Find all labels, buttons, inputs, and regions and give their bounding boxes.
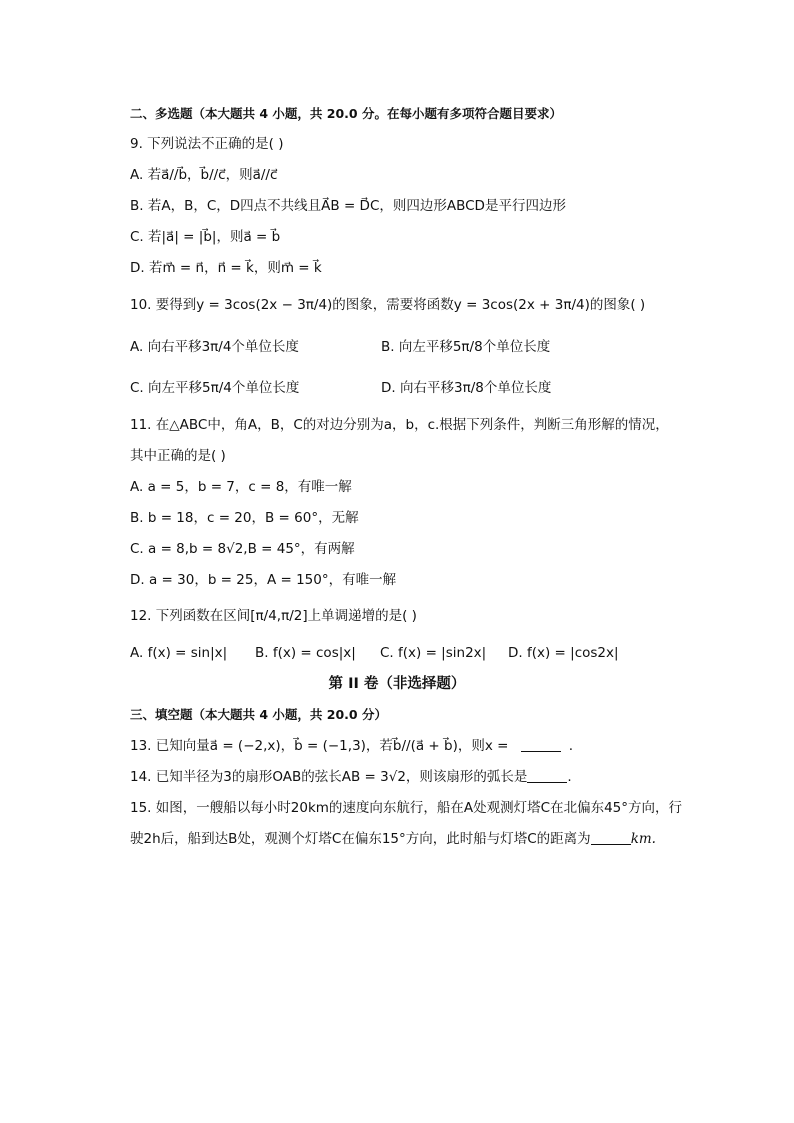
section-title-fill-in: 三、填空题（本大题共 4 小题，共 20.0 分） [130,707,387,722]
volume-2-title: 第 II 卷（非选择题） [328,676,466,692]
question-11-stem-continued: 其中正确的是( ) [130,448,226,464]
question-9-option-a: A. 若a⃗//b⃗，b⃗//c⃗，则a⃗//c⃗ [130,167,278,183]
question-12-option-a: A. f(x) = sin|x| [130,645,228,661]
question-10-option-d: D. 向右平移3π/8个单位长度 [381,380,552,396]
question-12-option-b: B. f(x) = cos|x| [255,645,356,661]
question-9-stem: 9. 下列说法不正确的是( ) [130,136,284,152]
question-14-text: 14. 已知半径为3的扇形OAB的弦长AB = 3√2，则该扇形的弧长是 [130,769,528,785]
question-12-option-d: D. f(x) = |cos2x| [508,645,619,661]
question-10-stem: 10. 要得到y = 3cos(2x − 3π/4)的图象，需要将函数y = 3cos(2x + 3π/4)的图象( ) [130,297,646,313]
question-9-option-b: B. 若A，B，C，D四点不共线且A⃗B = D⃗C，则四边形ABCD是平行四边形 [130,198,566,214]
question-11-option-d: D. a = 30，b = 25，A = 150°，有唯一解 [130,572,397,588]
question-11-option-b: B. b = 18，c = 20，B = 60°，无解 [130,510,359,526]
question-13-tail: . [568,738,574,754]
question-9-option-d: D. 若m⃗ = n⃗，n⃗ = k⃗，则m⃗ = k⃗ [130,260,322,276]
question-9-option-c: C. 若|a⃗| = |b⃗|，则a⃗ = b⃗ [130,229,281,245]
question-11-option-a: A. a = 5，b = 7，c = 8，有唯一解 [130,479,352,495]
question-10-option-b: B. 向左平移5π/8个单位长度 [381,339,551,355]
question-11-stem: 11. 在△ABC中，角A，B，C的对边分别为a，b，c.根据下列条件，判断三角形解的情况， [130,417,669,433]
question-13-text: 13. 已知向量a⃗ = (−2,x)，b⃗ = (−1,3)，若b⃗//(a⃗ + b⃗)，则x = [130,738,509,754]
question-10-option-c: C. 向左平移5π/4个单位长度 [130,380,300,396]
question-11-option-c: C. a = 8,b = 8√2,B = 45°，有两解 [130,541,355,557]
question-14-answer-blank[interactable] [527,768,567,783]
question-14-tail: . [567,769,572,785]
question-13 [130,736,573,756]
question-15-text-continued: 驶2h后，船到达B处，观测个灯塔C在偏东15°方向，此时船与灯塔C的距离为 [130,831,591,847]
question-13-answer-blank[interactable] [521,737,561,752]
question-15-line-1: 15. 如图，一艘船以每小时20km的速度向东航行，船在A处观测灯塔C在北偏东45°方向，行 [130,800,682,816]
question-15-tail: km. [630,831,656,847]
question-12-stem: 12. 下列函数在区间[π/4,π/2]上单调递增的是( ) [130,608,417,624]
question-14 [130,767,572,787]
question-12-option-c: C. f(x) = |sin2x| [380,645,487,661]
question-15-answer-blank[interactable] [591,830,631,845]
question-10-option-a: A. 向右平移3π/4个单位长度 [130,339,299,355]
question-15-line-2 [130,829,656,849]
section-title-multiple-choice: 二、多选题（本大题共 4 小题，共 20.0 分。在每小题有多项符合题目要求） [130,106,562,121]
